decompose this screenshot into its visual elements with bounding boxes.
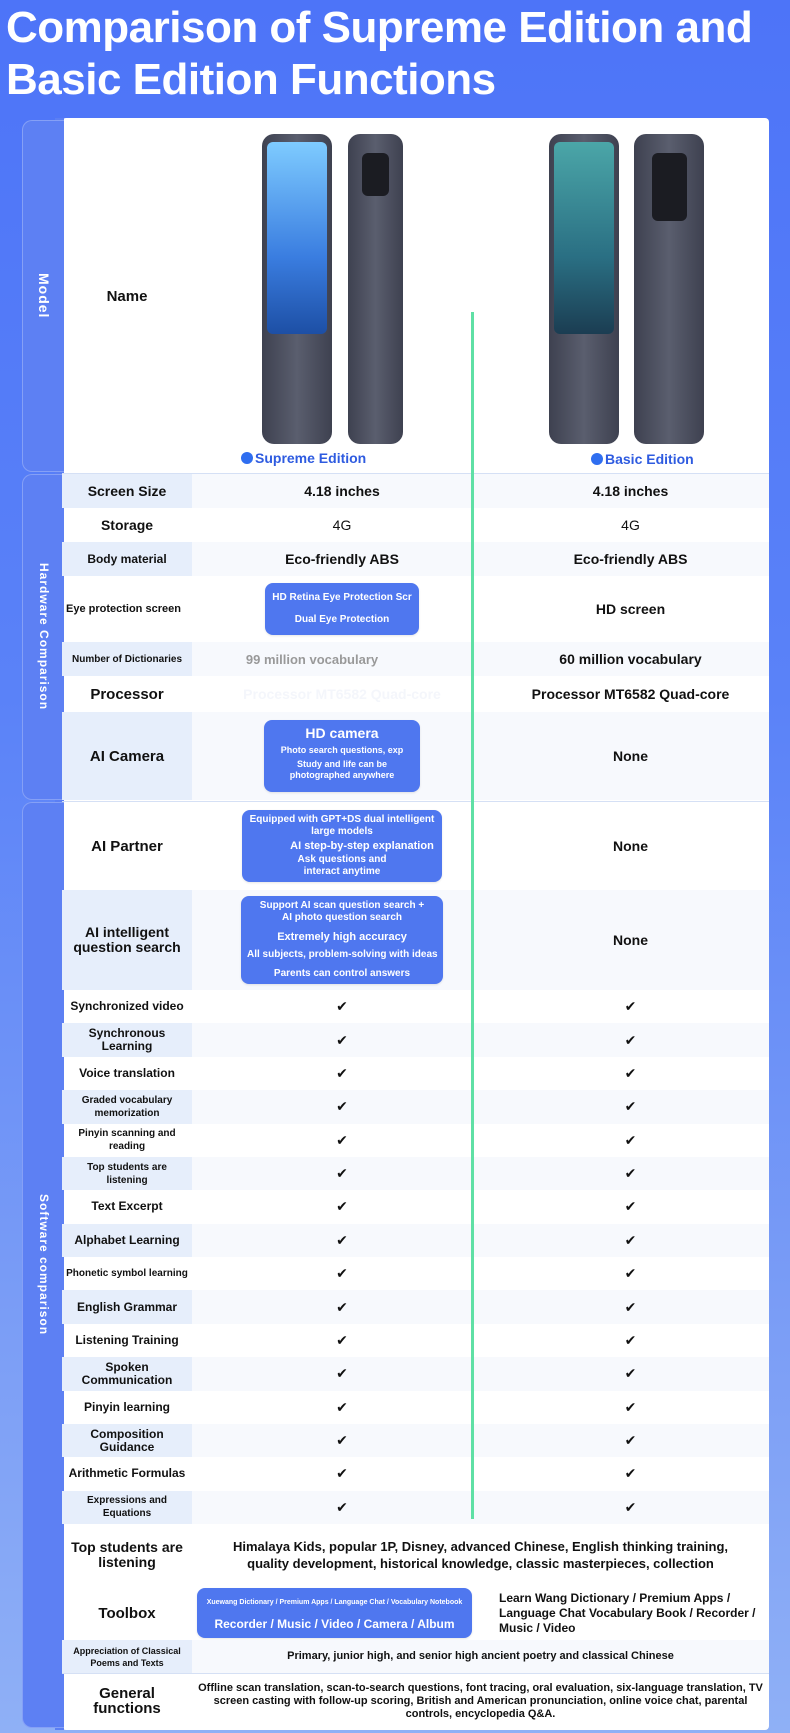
checkmark-icon: ✔ [624, 1031, 637, 1048]
row-label: Eye protection screen [66, 602, 181, 615]
edition-name: Basic Edition [605, 451, 694, 467]
feature-box [241, 896, 443, 984]
table-row [62, 474, 769, 508]
table-row [62, 1257, 769, 1290]
checkmark-icon: ✔ [624, 1298, 637, 1315]
table-row [62, 990, 769, 1023]
table-row [62, 1090, 769, 1123]
table-row [62, 1224, 769, 1257]
row-label: Pinyin scanning and reading [78, 1128, 176, 1153]
supreme-value: 4G [332, 516, 352, 533]
checkmark-icon: ✔ [624, 1331, 637, 1348]
feature-line: Ask questions and interact anytime [297, 854, 387, 877]
table-row [62, 642, 769, 676]
column-divider [471, 312, 474, 1519]
basic-value: None [613, 931, 648, 948]
feature-line: Support AI scan question search + AI photo question search [259, 900, 425, 923]
row-label: Alphabet Learning [62, 1224, 192, 1257]
row-label: Storage [100, 516, 154, 533]
checkmark-icon: ✔ [624, 1365, 637, 1382]
checkmark-icon: ✔ [336, 1131, 348, 1148]
row-label: Top students are listening [71, 1539, 183, 1570]
checkmark-icon: ✔ [624, 1432, 637, 1449]
section-tab-software [22, 802, 64, 1728]
row-label: Spoken Communication [62, 1357, 192, 1390]
page-title: Comparison of Supreme Edition and Basic Edition Functions [6, 3, 753, 104]
feature-line: Parents can control answers [273, 967, 411, 979]
supreme-back-image [348, 134, 403, 444]
supreme-value [192, 576, 492, 642]
feature-line: Equipped with GPT+DS dual intelligent large models [249, 814, 435, 837]
basic-back-image [634, 134, 704, 444]
row-label: English Grammar [62, 1290, 192, 1323]
checkmark-icon: ✔ [624, 1398, 637, 1415]
supreme-value [192, 712, 492, 800]
supreme-value: Eco-friendly ABS [285, 550, 399, 567]
supreme-value [192, 890, 492, 990]
basic-value: Learn Wang Dictionary / Premium Apps / Language Chat Vocabulary Book / Recorder / Music / Video [499, 1590, 756, 1635]
table-row [62, 1586, 769, 1640]
table-row [62, 576, 769, 642]
supreme-value: 99 million vocabulary [245, 651, 379, 667]
basic-value: Processor MT6582 Quad-core [531, 685, 730, 702]
table-row [62, 508, 769, 542]
table-row [62, 1524, 769, 1586]
row-label: Synchronous Learning [62, 1023, 192, 1056]
bullet-icon [241, 452, 253, 464]
row-label: Arithmetic Formulas [68, 1466, 186, 1481]
feature-line: Photo search questions, exp [280, 745, 404, 755]
checkmark-icon: ✔ [336, 1465, 348, 1482]
basic-value: None [613, 837, 648, 854]
row-label: Appreciation of Classical Poems and Texts [62, 1640, 192, 1673]
row-label: Phonetic symbol learning [66, 1268, 188, 1280]
checkmark-icon: ✔ [336, 1331, 348, 1348]
table-row [62, 712, 769, 800]
speaker-grille [362, 153, 390, 196]
supreme-edition-label [241, 450, 366, 466]
checkmark-icon: ✔ [624, 1131, 637, 1148]
checkmark-icon: ✔ [624, 1165, 637, 1182]
row-label: Toolbox [98, 1604, 156, 1622]
feature-line: Study and life can be photographed anywhere [289, 759, 395, 780]
section-tab-model [22, 120, 64, 472]
checkmark-icon: ✔ [336, 1198, 348, 1215]
section-label: Model [36, 273, 52, 319]
checkmark-icon: ✔ [624, 1098, 637, 1115]
table-row [62, 1640, 769, 1673]
checkmark-icon: ✔ [336, 1498, 348, 1515]
checkmark-icon: ✔ [336, 1165, 348, 1182]
basic-value: Eco-friendly ABS [573, 550, 688, 567]
feature-line: Xuewang Dictionary / Premium Apps / Language Chat / Vocabulary Notebook [206, 1598, 463, 1606]
shared-value: Primary, junior high, and senior high ancient poetry and classical Chinese [287, 1650, 674, 1662]
feature-line: HD Retina Eye Protection Scr [272, 592, 412, 603]
row-label: Listening Training [75, 1332, 179, 1347]
feature-line: Dual Eye Protection [294, 614, 390, 625]
supreme-value: 4.18 inches [304, 482, 380, 499]
row-label: Synchronized video [70, 999, 184, 1014]
edition-name: Supreme Edition [255, 450, 367, 466]
table-row [62, 1491, 769, 1524]
row-label: Processor [90, 685, 164, 703]
speaker-grille [652, 153, 687, 221]
table-row [62, 1424, 769, 1457]
checkmark-icon: ✔ [336, 1265, 348, 1282]
basic-value: 4G [621, 516, 640, 533]
feature-box [264, 720, 420, 792]
table-row [62, 1324, 769, 1357]
checkmark-icon: ✔ [336, 998, 348, 1015]
row-label: Expressions and Equations [62, 1491, 192, 1524]
table-row [62, 1391, 769, 1424]
supreme-front-image [262, 134, 332, 444]
supreme-value [192, 1586, 477, 1640]
row-label: Graded vocabulary memorization [62, 1090, 192, 1123]
row-label: AI Camera [62, 712, 192, 800]
feature-line: All subjects, problem-solving with ideas [247, 949, 438, 961]
basic-edition-label [591, 451, 694, 467]
bullet-icon [591, 453, 603, 465]
checkmark-icon: ✔ [336, 1432, 348, 1449]
supreme-value: Processor MT6582 Quad-core [243, 685, 441, 702]
feature-box [265, 583, 419, 635]
row-label: Pinyin learning [83, 1399, 170, 1414]
row-label: Text Excerpt [91, 1199, 163, 1214]
feature-box [242, 810, 442, 882]
row-label: Name [106, 287, 148, 305]
checkmark-icon: ✔ [624, 1064, 637, 1081]
table-row [62, 1124, 769, 1157]
table-row [62, 1674, 769, 1728]
row-label: Screen Size [62, 474, 192, 508]
table-row [62, 1157, 769, 1190]
device-screen [554, 142, 614, 334]
row-label: Top students are listening [62, 1157, 192, 1190]
shared-value: Offline scan translation, scan-to-search questions, font tracing, oral evaluation, six-language translation, TV screen casting with follow-up scoring, British and American pronunciation, online voice chat, parental controls, encyclopedia Q&A. [198, 1681, 763, 1720]
section-label: Software comparison [37, 1194, 51, 1336]
table-row [62, 542, 769, 576]
checkmark-icon: ✔ [624, 998, 637, 1015]
table-row [62, 1190, 769, 1223]
checkmark-icon: ✔ [336, 1365, 348, 1382]
basic-front-image [549, 134, 619, 444]
section-tab-hardware [22, 474, 64, 800]
table-row [62, 1290, 769, 1323]
checkmark-icon: ✔ [624, 1498, 637, 1515]
table-row [62, 890, 769, 990]
supreme-value [192, 802, 492, 890]
checkmark-icon: ✔ [624, 1265, 637, 1282]
row-label: AI intelligent question search [62, 890, 192, 990]
basic-value: None [613, 747, 648, 764]
checkmark-icon: ✔ [336, 1298, 348, 1315]
feature-line: AI step-by-step explanation [290, 840, 434, 852]
feature-line: Recorder / Music / Video / Camera / Album [214, 1616, 455, 1631]
basic-value: HD screen [595, 600, 666, 617]
checkmark-icon: ✔ [336, 1064, 348, 1081]
section-label: Hardware Comparison [37, 563, 51, 711]
row-label: Voice translation [79, 1065, 175, 1080]
checkmark-icon: ✔ [336, 1098, 348, 1115]
checkmark-icon: ✔ [624, 1198, 637, 1215]
table-row [62, 1457, 769, 1490]
feature-line: HD camera [305, 725, 379, 741]
feature-line: Extremely high accuracy [277, 930, 407, 943]
table-row [62, 802, 769, 890]
checkmark-icon: ✔ [336, 1398, 348, 1415]
basic-value: 4.18 inches [592, 482, 669, 499]
checkmark-icon: ✔ [624, 1465, 637, 1482]
row-label: Body material [62, 542, 192, 576]
feature-box [197, 1588, 472, 1638]
basic-value: 60 million vocabulary [559, 650, 702, 667]
table-row [62, 1357, 769, 1390]
row-label: General functions [93, 1685, 161, 1717]
row-label: Composition Guidance [62, 1424, 192, 1457]
table-row [62, 1057, 769, 1090]
row-label: AI Partner [91, 837, 163, 855]
table-row [62, 676, 769, 712]
checkmark-icon: ✔ [336, 1231, 348, 1248]
table-row [62, 1023, 769, 1056]
checkmark-icon: ✔ [336, 1031, 348, 1048]
device-screen [267, 142, 327, 334]
row-label: Number of Dictionaries [62, 642, 192, 676]
shared-value: Himalaya Kids, popular 1P, Disney, advanced Chinese, English thinking training, quality development, historical knowledge, classic masterpieces, collection [232, 1539, 729, 1571]
checkmark-icon: ✔ [624, 1231, 637, 1248]
